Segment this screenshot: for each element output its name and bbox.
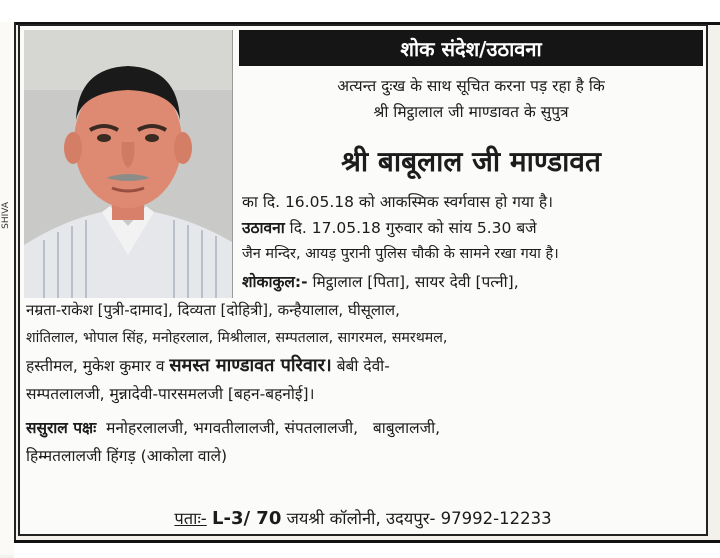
condolence-notice [18,24,708,536]
mourners-line-3: शांतिलाल, भोपाल सिंह, मनोहरलाल, मिश्रीलाल, सम्पतलाल, सागरमल, समरथमल, [26,330,448,346]
in-laws-text-1: मनोहरलालजी, भगवतीलालजी, संपतलालजी, बाबुलालजी, [96,419,441,437]
address-house: L-3/ 70 [212,508,282,529]
in-laws-line-2: हिम्मतलालजी हिंगड़ (आकोला वाले) [26,447,228,465]
mourners-line-2: नम्रता-राकेश [पुत्री-दामाद], दिव्यता [दोहित्री], कन्हैयालाल, घीसूलाल, [26,301,400,319]
top-neighbor-ad-border [0,0,720,25]
in-laws-label: ससुराल पक्षः [26,419,97,437]
uthavana-time: दि. 17.05.18 गुरुवार को सांय 5.30 बजे [284,219,537,237]
address-line [20,506,706,529]
mourners-text-4c: बेबी देवी- [331,357,390,375]
side-text: SHIVA [1,202,11,229]
deceased-name: श्री बाबूलाल जी माण्डावत [341,145,601,178]
uthavana-line [242,218,537,238]
passing-date: का दि. 16.05.18 को आकस्मिक स्वर्गवास हो गया है। [242,193,553,211]
mourners-line-5: सम्पतलालजी, मुन्नादेवी-पारसमलजी [बहन-बहनोई]। [26,385,315,403]
in-laws-line-1 [26,418,440,438]
portrait-illustration [24,30,232,298]
mourners-text-4a: हस्तीमल, मुकेश कुमार व [26,357,170,375]
portrait-photo [24,30,233,298]
intro-line-2: श्री मिट्ठालाल जी माण्डावत के सुपुत्र [373,103,569,121]
mourners-text-1: मिट्ठालाल [पिता], सायर देवी [पत्नी], [307,273,519,291]
left-column-strip [0,22,16,555]
bottom-neighbor-ad-border [14,540,720,558]
mourners-line-1 [242,272,519,292]
notice-title: शोक संदेश/उठावना [239,30,703,66]
family-name: समस्त माण्डावत परिवार। [169,355,332,376]
address-text: जयश्री कॉलोनी, उदयपुर- 97992-12233 [281,509,552,528]
uthavana-label: उठावना [242,219,285,237]
address-label: पताः- [174,509,207,528]
intro-line-1: अत्यन्त दुःख के साथ सूचित करना पड़ रहा है कि [337,77,605,95]
mourners-line-4 [26,356,390,376]
mourners-label: शोकाकुल:- [242,273,308,291]
uthavana-venue: जैन मन्दिर, आयड़ पुरानी पुलिस चौकी के सामने रखा गया है। [242,246,559,262]
